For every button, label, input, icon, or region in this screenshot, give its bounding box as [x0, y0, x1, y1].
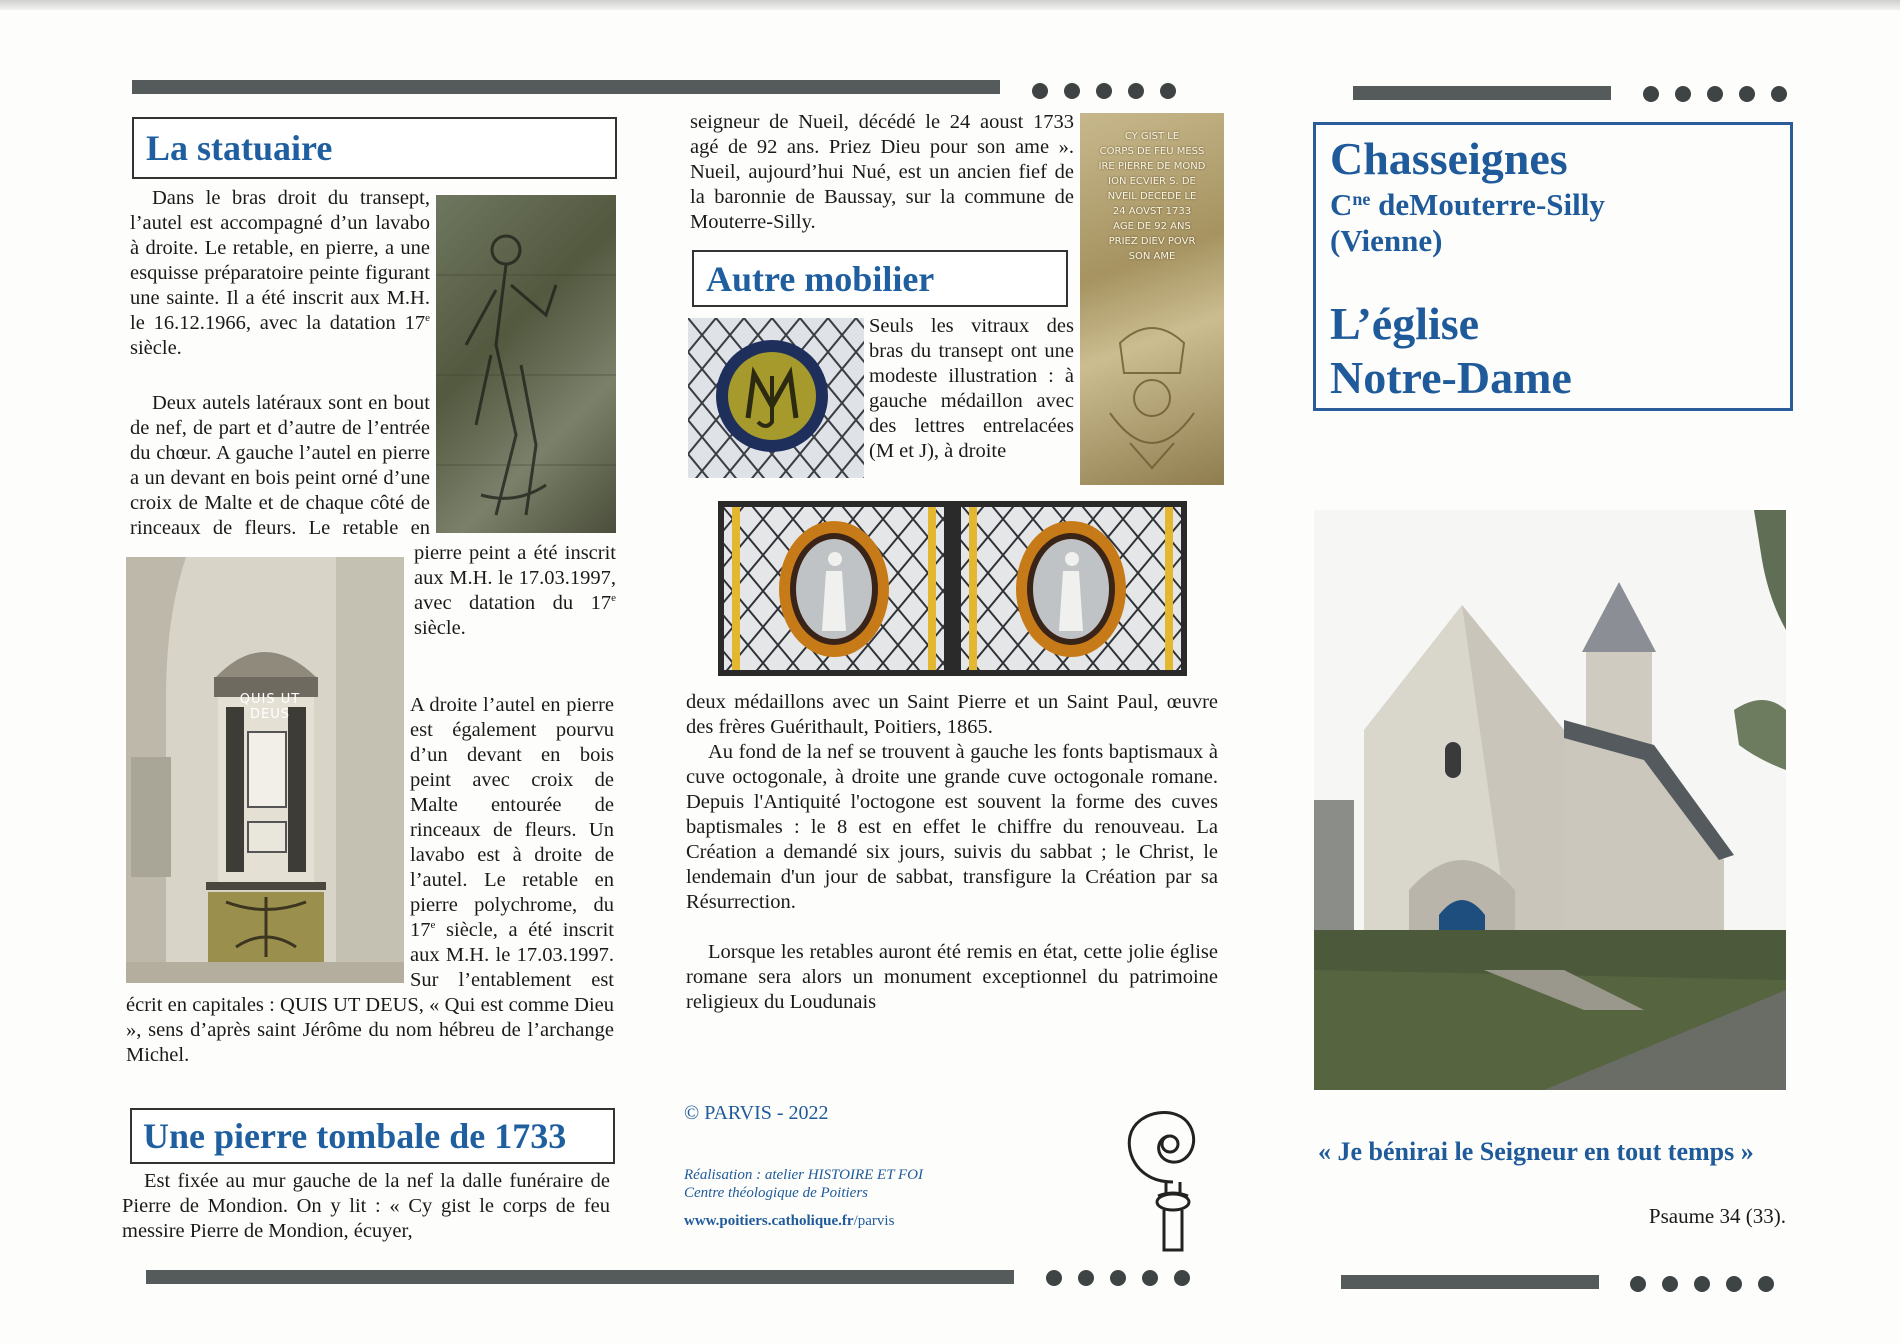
quote-reference: Psaume 34 (33). — [1648, 1204, 1786, 1228]
sketch-photo-spacer — [430, 391, 616, 541]
altar-photo-spacer — [126, 693, 410, 983]
crosier-icon — [1118, 1104, 1218, 1254]
department: (Vienne) — [1330, 223, 1443, 258]
monogram-window-photo — [688, 318, 864, 478]
mobilier-heading: Autre mobilier — [692, 250, 1068, 307]
credit-line-1: Réalisation : atelier HISTOIRE ET FOI — [684, 1167, 924, 1183]
mobilier-text-1: Seuls les vitraux des bras du transept ont une modeste illustration : à gauche médaillon avec des lettres entrelacées (M et J), à droite — [869, 315, 1074, 462]
bottom-dots-left — [1046, 1270, 1190, 1286]
copyright: © PARVIS - 2022 — [684, 1102, 829, 1124]
tomb-inscription: CY GIST LE CORPS DE FEU MESS IRE PIERRE DE MOND ION ECVIER S. DE NVEIL DECEDE LE 24 AOVST 1733 AGE DE 92 ANS PRIEZ DIEV POVR SON AME — [1098, 131, 1206, 262]
top-rule-right — [1353, 86, 1611, 100]
statuaire-text-2: Deux autels latéraux sont en bout de nef, de part et d’autre de l’entrée du chœur. A gauche l’autel en pierre a un devant en bois peint orné d’une croix de Malte et de chaque côté de rinceaux de fleurs. Le retable en pierre peint a été inscrit aux M.H. le 17.03.1997, avec datation du 17e siècle. — [130, 391, 616, 681]
tombale-text: Est fixée au mur gauche de la nef la dalle funéraire de Pierre de Mondion. On y lit : « Cy gist le corps de feu messire Pierre de Mondion, écuyer, — [122, 1170, 610, 1242]
tombale-text-continued: seigneur de Nueil, décédé le 24 aoust 1733 agé de 92 ans. Priez Dieu pour son ame ». Nueil, aujourd’hui Nué, est un ancien fief de la baronnie de Baussay, sur la commune de Mouterre-Silly. — [690, 111, 1074, 233]
top-dots-right — [1643, 86, 1787, 102]
credit-line-2: Centre théologique de Poitiers — [684, 1185, 868, 1201]
altar-photo-top-spacer — [130, 541, 414, 681]
top-rule-left — [132, 80, 1000, 94]
statuaire-heading: La statuaire — [132, 117, 617, 179]
saints-window-photo — [718, 501, 1187, 676]
place-title: Chasseignes — [1330, 133, 1568, 184]
credits — [684, 1166, 923, 1202]
bottom-rule-right — [1341, 1275, 1599, 1289]
church-photo — [1314, 510, 1786, 1090]
top-dots-left — [1032, 83, 1176, 99]
mobilier-text-2: deux médaillons avec un Saint Pierre et un Saint Paul, œuvre des frères Guérithault, Poitiers, 1865. Au fond de la nef se trouvent à gauche les fonts baptismaux à cuve octogonale, à droite une grande cuve octogonale romane. Depuis l'Antiquité l'octogone est souvent la forme des cuves baptismales : le 8 est en effet le chiffre du renouveau. La Création a demandé six jours, suivis du sabbat ; le Christ, le lendemain d'un jour de sabbat, transfigure la Création par sa Résurrection. Lorsque les retables auront été remis en état, cette jolie église romane sera alors un monument exceptionnel du patrimoine religieux du Loudunais — [686, 691, 1218, 1013]
website-link[interactable]: www.poitiers.catholique.fr/parvis — [684, 1213, 895, 1229]
bottom-rule-left — [146, 1270, 1014, 1284]
church-title: L’église Notre-Dame — [1330, 298, 1572, 403]
tombale-heading: Une pierre tombale de 1733 — [130, 1108, 615, 1164]
commune-line: $C^{ne}$ deMouterre-Silly — [1330, 187, 1605, 222]
title-box — [1313, 122, 1793, 411]
altar-inscription: QUIS UT DEUS — [239, 692, 301, 722]
statuaire-text-3 — [126, 693, 614, 1068]
quote: « Je bénirai le Seigneur en tout temps » — [1318, 1137, 1754, 1166]
statuaire-text-3-paragraph: A droite l’autel en pierre est également pourvu d’un devant en bois peint avec croix de Malte entourée de rinceaux de fleurs. Un lavabo est à droite de l’autel. Le retable en pierre polychrome, du 17e siècle, a été inscrit aux M.H. le 17.03.1997. Sur l’entablement est écrit en capitales : QUIS UT DEUS, « Qui est comme Dieu », sens d’après saint Jérôme du nom hébreu de l’archange Michel. — [126, 694, 614, 1066]
statuaire-text-1: Dans le bras droit du transept, l’autel est accompagné d’un lavabo à droite. Le retable, en pierre, a une esquisse préparatoire peinte figurant une sainte. Il a été inscrit aux M.H. le 16.12.1966, avec la datation 17e siècle. — [130, 187, 430, 359]
scan-edge — [0, 0, 1900, 10]
tombstone-photo — [1080, 113, 1224, 485]
bottom-dots-right — [1630, 1276, 1774, 1292]
